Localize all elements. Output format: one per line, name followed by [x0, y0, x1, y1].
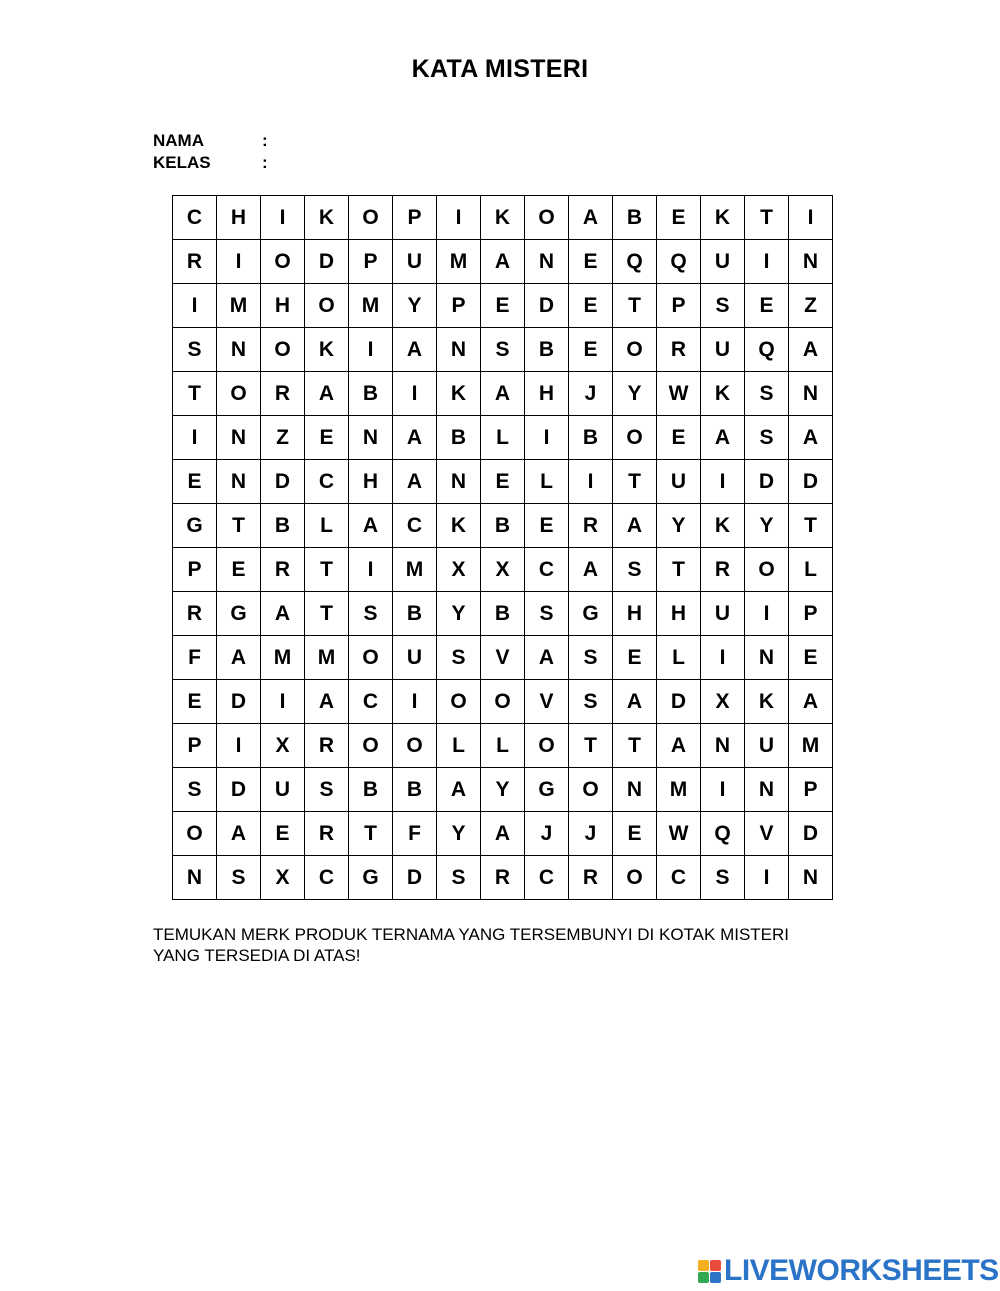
- grid-cell[interactable]: D: [393, 856, 437, 900]
- grid-cell[interactable]: O: [481, 680, 525, 724]
- grid-cell[interactable]: S: [481, 328, 525, 372]
- class-label: KELAS: [153, 153, 211, 172]
- grid-cell[interactable]: E: [569, 284, 613, 328]
- grid-cell[interactable]: N: [789, 856, 833, 900]
- grid-cell[interactable]: T: [613, 284, 657, 328]
- grid-cell[interactable]: K: [437, 372, 481, 416]
- grid-cell[interactable]: M: [393, 548, 437, 592]
- grid-row: [173, 680, 833, 724]
- grid-cell[interactable]: C: [393, 504, 437, 548]
- grid-cell[interactable]: H: [261, 284, 305, 328]
- grid-cell[interactable]: A: [261, 592, 305, 636]
- grid-row: [173, 548, 833, 592]
- grid-cell[interactable]: P: [437, 284, 481, 328]
- grid-cell[interactable]: U: [393, 636, 437, 680]
- grid-cell[interactable]: T: [173, 372, 217, 416]
- grid-cell[interactable]: S: [613, 548, 657, 592]
- grid-cell[interactable]: N: [745, 636, 789, 680]
- grid-cell[interactable]: C: [525, 856, 569, 900]
- grid-cell[interactable]: V: [525, 680, 569, 724]
- grid-cell[interactable]: X: [701, 680, 745, 724]
- grid-cell[interactable]: W: [657, 812, 701, 856]
- grid-cell[interactable]: G: [569, 592, 613, 636]
- class-field: [153, 152, 268, 174]
- grid-cell[interactable]: A: [481, 240, 525, 284]
- grid-cell[interactable]: O: [745, 548, 789, 592]
- grid-cell[interactable]: A: [701, 416, 745, 460]
- grid-cell[interactable]: E: [657, 196, 701, 240]
- grid-cell[interactable]: A: [437, 768, 481, 812]
- grid-cell[interactable]: D: [745, 460, 789, 504]
- grid-cell[interactable]: D: [789, 812, 833, 856]
- grid-cell[interactable]: D: [789, 460, 833, 504]
- grid-cell[interactable]: Z: [789, 284, 833, 328]
- grid-cell[interactable]: E: [173, 460, 217, 504]
- page-title: KATA MISTERI: [411, 55, 589, 83]
- grid-cell[interactable]: U: [745, 724, 789, 768]
- grid-cell[interactable]: A: [349, 504, 393, 548]
- grid-cell[interactable]: H: [613, 592, 657, 636]
- grid-cell[interactable]: N: [217, 460, 261, 504]
- liveworksheets-logo-text: LIVEWORKSHEETS: [724, 1254, 999, 1287]
- grid-cell[interactable]: O: [305, 284, 349, 328]
- grid-cell[interactable]: N: [217, 328, 261, 372]
- grid-cell[interactable]: I: [525, 416, 569, 460]
- grid-cell[interactable]: T: [745, 196, 789, 240]
- grid-cell[interactable]: N: [789, 372, 833, 416]
- grid-cell[interactable]: A: [393, 416, 437, 460]
- grid-row: [173, 284, 833, 328]
- grid-cell[interactable]: Y: [613, 372, 657, 416]
- grid-cell[interactable]: O: [613, 856, 657, 900]
- grid-cell[interactable]: J: [525, 812, 569, 856]
- grid-cell[interactable]: P: [393, 196, 437, 240]
- grid-cell[interactable]: S: [701, 856, 745, 900]
- grid-cell[interactable]: Z: [261, 416, 305, 460]
- grid-cell[interactable]: R: [569, 856, 613, 900]
- grid-cell[interactable]: B: [569, 416, 613, 460]
- grid-cell[interactable]: I: [701, 460, 745, 504]
- grid-cell[interactable]: I: [393, 680, 437, 724]
- grid-cell[interactable]: S: [745, 416, 789, 460]
- grid-cell[interactable]: L: [305, 504, 349, 548]
- grid-cell[interactable]: O: [349, 636, 393, 680]
- grid-cell[interactable]: A: [789, 680, 833, 724]
- grid-cell[interactable]: G: [525, 768, 569, 812]
- grid-cell[interactable]: S: [525, 592, 569, 636]
- grid-cell[interactable]: N: [525, 240, 569, 284]
- grid-cell[interactable]: C: [349, 680, 393, 724]
- grid-cell[interactable]: O: [261, 328, 305, 372]
- grid-cell[interactable]: C: [305, 856, 349, 900]
- grid-cell[interactable]: Q: [745, 328, 789, 372]
- grid-cell[interactable]: B: [393, 592, 437, 636]
- grid-cell[interactable]: E: [217, 548, 261, 592]
- instruction-text: [153, 924, 873, 966]
- grid-cell[interactable]: R: [481, 856, 525, 900]
- grid-cell[interactable]: I: [393, 372, 437, 416]
- grid-cell[interactable]: U: [701, 328, 745, 372]
- grid-cell[interactable]: S: [745, 372, 789, 416]
- grid-cell[interactable]: U: [701, 240, 745, 284]
- grid-cell[interactable]: E: [525, 504, 569, 548]
- grid-cell[interactable]: B: [349, 372, 393, 416]
- grid-cell[interactable]: E: [613, 812, 657, 856]
- grid-cell[interactable]: O: [613, 328, 657, 372]
- grid-row: [173, 460, 833, 504]
- grid-cell[interactable]: H: [525, 372, 569, 416]
- grid-cell[interactable]: T: [305, 592, 349, 636]
- grid-cell[interactable]: O: [173, 812, 217, 856]
- grid-cell[interactable]: X: [261, 724, 305, 768]
- grid-cell[interactable]: D: [217, 680, 261, 724]
- grid-cell[interactable]: I: [349, 328, 393, 372]
- grid-cell[interactable]: T: [657, 548, 701, 592]
- grid-cell[interactable]: M: [261, 636, 305, 680]
- grid-cell[interactable]: R: [305, 724, 349, 768]
- name-colon: :: [262, 131, 268, 150]
- name-field: [153, 130, 268, 152]
- grid-cell[interactable]: T: [613, 460, 657, 504]
- grid-cell[interactable]: B: [481, 504, 525, 548]
- grid-cell[interactable]: M: [437, 240, 481, 284]
- grid-cell[interactable]: T: [613, 724, 657, 768]
- grid-cell[interactable]: A: [305, 680, 349, 724]
- grid-cell[interactable]: R: [261, 548, 305, 592]
- grid-cell[interactable]: A: [481, 812, 525, 856]
- grid-cell[interactable]: P: [349, 240, 393, 284]
- grid-cell[interactable]: M: [217, 284, 261, 328]
- grid-cell[interactable]: P: [789, 592, 833, 636]
- grid-cell[interactable]: T: [789, 504, 833, 548]
- grid-cell[interactable]: N: [613, 768, 657, 812]
- grid-cell[interactable]: N: [437, 460, 481, 504]
- grid-cell[interactable]: H: [349, 460, 393, 504]
- grid-cell[interactable]: A: [613, 680, 657, 724]
- liveworksheets-logo-icon: [698, 1258, 722, 1284]
- grid-cell[interactable]: M: [305, 636, 349, 680]
- grid-cell[interactable]: S: [437, 856, 481, 900]
- grid-cell[interactable]: O: [437, 680, 481, 724]
- liveworksheets-logo[interactable]: [698, 1256, 999, 1286]
- grid-cell[interactable]: I: [701, 768, 745, 812]
- grid-cell[interactable]: D: [525, 284, 569, 328]
- grid-cell[interactable]: N: [437, 328, 481, 372]
- grid-cell[interactable]: O: [349, 196, 393, 240]
- grid-cell[interactable]: R: [261, 372, 305, 416]
- grid-cell[interactable]: J: [569, 812, 613, 856]
- grid-cell[interactable]: I: [217, 240, 261, 284]
- grid-cell[interactable]: E: [613, 636, 657, 680]
- grid-cell[interactable]: E: [789, 636, 833, 680]
- grid-cell[interactable]: D: [261, 460, 305, 504]
- grid-cell[interactable]: X: [437, 548, 481, 592]
- grid-cell[interactable]: K: [745, 680, 789, 724]
- grid-row: [173, 636, 833, 680]
- grid-cell[interactable]: B: [393, 768, 437, 812]
- grid-cell[interactable]: E: [745, 284, 789, 328]
- grid-cell[interactable]: A: [525, 636, 569, 680]
- grid-row: [173, 724, 833, 768]
- grid-cell[interactable]: N: [789, 240, 833, 284]
- grid-cell[interactable]: E: [569, 328, 613, 372]
- grid-cell[interactable]: A: [217, 812, 261, 856]
- grid-cell[interactable]: N: [173, 856, 217, 900]
- grid-row: [173, 592, 833, 636]
- grid-cell[interactable]: O: [613, 416, 657, 460]
- grid-cell[interactable]: P: [173, 724, 217, 768]
- grid-cell[interactable]: E: [657, 416, 701, 460]
- grid-cell[interactable]: R: [173, 240, 217, 284]
- grid-row: [173, 196, 833, 240]
- grid-cell[interactable]: I: [745, 856, 789, 900]
- grid-cell[interactable]: I: [745, 240, 789, 284]
- grid-cell[interactable]: O: [217, 372, 261, 416]
- grid-cell[interactable]: U: [657, 460, 701, 504]
- grid-cell[interactable]: T: [349, 812, 393, 856]
- grid-cell[interactable]: U: [701, 592, 745, 636]
- grid-cell[interactable]: K: [701, 196, 745, 240]
- grid-cell[interactable]: O: [349, 724, 393, 768]
- grid-cell[interactable]: K: [701, 372, 745, 416]
- grid-cell[interactable]: G: [217, 592, 261, 636]
- grid-cell[interactable]: R: [701, 548, 745, 592]
- grid-cell[interactable]: I: [217, 724, 261, 768]
- grid-cell[interactable]: P: [789, 768, 833, 812]
- grid-cell[interactable]: B: [349, 768, 393, 812]
- grid-cell[interactable]: B: [481, 592, 525, 636]
- grid-cell[interactable]: C: [305, 460, 349, 504]
- grid-cell[interactable]: C: [525, 548, 569, 592]
- grid-cell[interactable]: D: [657, 680, 701, 724]
- grid-cell[interactable]: E: [569, 240, 613, 284]
- grid-cell[interactable]: B: [437, 416, 481, 460]
- grid-cell[interactable]: A: [657, 724, 701, 768]
- grid-cell[interactable]: I: [789, 196, 833, 240]
- grid-row: [173, 504, 833, 548]
- grid-cell[interactable]: L: [437, 724, 481, 768]
- grid-cell[interactable]: E: [261, 812, 305, 856]
- grid-cell[interactable]: R: [569, 504, 613, 548]
- instruction-line-2: YANG TERSEDIA DI ATAS!: [153, 946, 361, 965]
- grid-cell[interactable]: O: [569, 768, 613, 812]
- grid-row: [173, 812, 833, 856]
- grid-cell[interactable]: M: [349, 284, 393, 328]
- grid-cell[interactable]: T: [305, 548, 349, 592]
- grid-cell[interactable]: A: [613, 504, 657, 548]
- grid-cell[interactable]: U: [261, 768, 305, 812]
- grid-cell[interactable]: M: [789, 724, 833, 768]
- grid-cell[interactable]: I: [173, 284, 217, 328]
- grid-cell[interactable]: Y: [657, 504, 701, 548]
- grid-row: [173, 416, 833, 460]
- grid-cell[interactable]: P: [173, 548, 217, 592]
- grid-cell[interactable]: S: [217, 856, 261, 900]
- grid-cell[interactable]: Y: [393, 284, 437, 328]
- grid-cell[interactable]: V: [745, 812, 789, 856]
- grid-cell[interactable]: O: [393, 724, 437, 768]
- grid-cell[interactable]: G: [173, 504, 217, 548]
- grid-cell[interactable]: I: [349, 548, 393, 592]
- grid-cell[interactable]: E: [481, 460, 525, 504]
- grid-cell[interactable]: C: [173, 196, 217, 240]
- grid-cell[interactable]: S: [349, 592, 393, 636]
- grid-cell[interactable]: O: [261, 240, 305, 284]
- grid-cell[interactable]: L: [657, 636, 701, 680]
- grid-cell[interactable]: I: [437, 196, 481, 240]
- grid-cell[interactable]: S: [173, 768, 217, 812]
- grid-cell[interactable]: L: [525, 460, 569, 504]
- grid-row: [173, 856, 833, 900]
- grid-cell[interactable]: E: [305, 416, 349, 460]
- grid-cell[interactable]: S: [305, 768, 349, 812]
- grid-cell[interactable]: Q: [701, 812, 745, 856]
- grid-cell[interactable]: K: [701, 504, 745, 548]
- grid-cell[interactable]: R: [305, 812, 349, 856]
- grid-cell[interactable]: S: [173, 328, 217, 372]
- grid-cell[interactable]: Y: [745, 504, 789, 548]
- grid-cell[interactable]: H: [657, 592, 701, 636]
- grid-cell[interactable]: K: [437, 504, 481, 548]
- grid-cell[interactable]: F: [393, 812, 437, 856]
- grid-cell[interactable]: A: [789, 416, 833, 460]
- class-colon: :: [262, 153, 268, 172]
- grid-cell[interactable]: L: [481, 724, 525, 768]
- grid-cell[interactable]: A: [569, 196, 613, 240]
- grid-cell[interactable]: S: [569, 636, 613, 680]
- grid-cell[interactable]: R: [657, 328, 701, 372]
- grid-cell[interactable]: V: [481, 636, 525, 680]
- grid-cell[interactable]: D: [305, 240, 349, 284]
- name-label: NAMA: [153, 131, 204, 150]
- grid-cell[interactable]: Q: [613, 240, 657, 284]
- grid-cell[interactable]: S: [569, 680, 613, 724]
- grid-cell[interactable]: N: [745, 768, 789, 812]
- grid-cell[interactable]: E: [173, 680, 217, 724]
- grid-cell[interactable]: T: [217, 504, 261, 548]
- grid-cell[interactable]: J: [569, 372, 613, 416]
- grid-cell[interactable]: B: [613, 196, 657, 240]
- grid-cell[interactable]: Q: [657, 240, 701, 284]
- grid-cell[interactable]: A: [393, 328, 437, 372]
- instruction-line-1: TEMUKAN MERK PRODUK TERNAMA YANG TERSEMBUNYI DI KOTAK MISTERI: [153, 925, 790, 944]
- grid-row: [173, 372, 833, 416]
- grid-cell[interactable]: A: [569, 548, 613, 592]
- grid-cell[interactable]: I: [569, 460, 613, 504]
- grid-row: [173, 240, 833, 284]
- grid-cell[interactable]: B: [525, 328, 569, 372]
- grid-cell[interactable]: G: [349, 856, 393, 900]
- grid-cell[interactable]: I: [745, 592, 789, 636]
- grid-cell[interactable]: R: [173, 592, 217, 636]
- grid-cell[interactable]: B: [261, 504, 305, 548]
- grid-cell[interactable]: E: [481, 284, 525, 328]
- grid-cell[interactable]: U: [393, 240, 437, 284]
- grid-cell[interactable]: N: [349, 416, 393, 460]
- grid-cell[interactable]: O: [525, 196, 569, 240]
- grid-cell[interactable]: I: [261, 196, 305, 240]
- grid-cell[interactable]: K: [481, 196, 525, 240]
- grid-cell[interactable]: Y: [437, 812, 481, 856]
- grid-cell[interactable]: A: [393, 460, 437, 504]
- grid-cell[interactable]: A: [217, 636, 261, 680]
- grid-cell[interactable]: H: [217, 196, 261, 240]
- grid-cell[interactable]: S: [437, 636, 481, 680]
- grid-cell[interactable]: L: [481, 416, 525, 460]
- grid-cell[interactable]: A: [305, 372, 349, 416]
- grid-cell[interactable]: W: [657, 372, 701, 416]
- grid-cell[interactable]: S: [701, 284, 745, 328]
- grid-cell[interactable]: I: [261, 680, 305, 724]
- grid-cell[interactable]: N: [217, 416, 261, 460]
- grid-row: [173, 768, 833, 812]
- grid-cell[interactable]: N: [701, 724, 745, 768]
- grid-cell[interactable]: A: [481, 372, 525, 416]
- grid-cell[interactable]: Y: [481, 768, 525, 812]
- grid-cell[interactable]: M: [657, 768, 701, 812]
- grid-cell[interactable]: X: [481, 548, 525, 592]
- grid-cell[interactable]: I: [173, 416, 217, 460]
- grid-cell[interactable]: D: [217, 768, 261, 812]
- grid-cell[interactable]: I: [701, 636, 745, 680]
- grid-cell[interactable]: T: [569, 724, 613, 768]
- word-search-grid: [172, 195, 833, 900]
- grid-cell[interactable]: K: [305, 196, 349, 240]
- grid-cell[interactable]: O: [525, 724, 569, 768]
- grid-cell[interactable]: Y: [437, 592, 481, 636]
- grid-cell[interactable]: C: [657, 856, 701, 900]
- grid-row: [173, 328, 833, 372]
- grid-cell[interactable]: L: [789, 548, 833, 592]
- grid-cell[interactable]: A: [789, 328, 833, 372]
- grid-cell[interactable]: X: [261, 856, 305, 900]
- grid-cell[interactable]: P: [657, 284, 701, 328]
- grid-cell[interactable]: K: [305, 328, 349, 372]
- grid-cell[interactable]: F: [173, 636, 217, 680]
